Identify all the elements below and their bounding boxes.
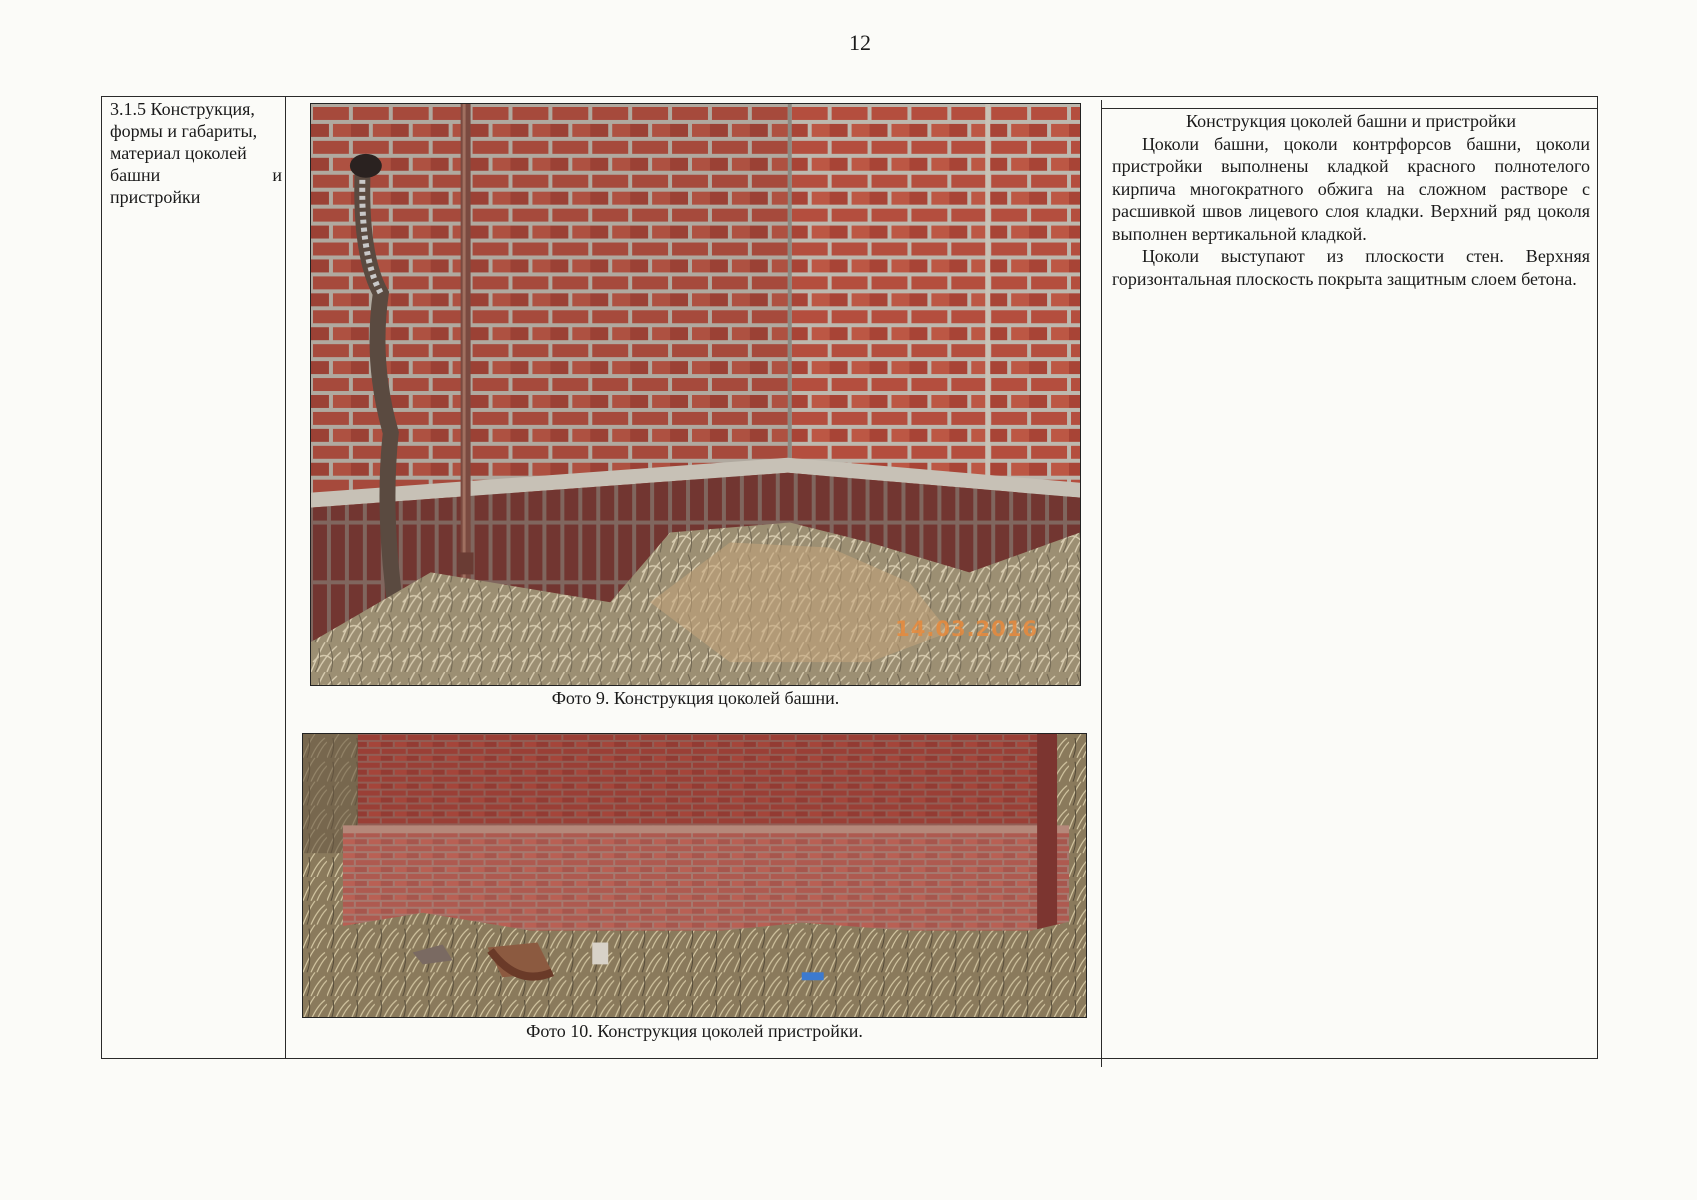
- photo-tower-plinth-image: [311, 104, 1080, 685]
- section-label-line: формы и габариты,: [110, 121, 258, 141]
- photo-10-caption: Фото 10. Конструкция цоколей пристройки.: [526, 1021, 863, 1041]
- photo-annex-plinth: [302, 733, 1087, 1018]
- description-heading: Конструкция цоколей башни и пристройки: [1186, 111, 1516, 131]
- description-paragraph: Цоколи башни, цоколи контрфорсов башни, цоколи пристройки выполнены кладкой красного полнотелого кирпича многократного обжига на сложном растворе с расшивкой швов лицевого слоя кладки. Верхний ряд цоколя выполнен вертикальной кладкой.: [1112, 133, 1590, 244]
- page-number: 12: [849, 30, 871, 55]
- column-divider-right: [1101, 100, 1102, 1067]
- photo-9-caption: Фото 9. Конструкция цоколей башни.: [551, 688, 840, 708]
- section-label-line: пристройки: [110, 187, 201, 207]
- section-label-word: башни: [110, 165, 161, 185]
- section-label-line: материал цоколей: [110, 143, 247, 163]
- description-cell: [1112, 110, 1590, 290]
- section-label: [110, 98, 282, 208]
- photo-tower-plinth: [310, 103, 1081, 686]
- column-divider-left: [285, 96, 286, 1059]
- description-paragraph: Цоколи выступают из плоскости стен. Верхняя горизонтальная плоскость покрыта защитным слоем бетона.: [1112, 246, 1590, 289]
- section-label-line: 3.1.5 Конструкция,: [110, 99, 255, 119]
- photo-date-stamp: 14.03.2016: [895, 617, 1038, 641]
- section-label-word: и: [272, 165, 282, 185]
- description-cell-top-border: [1101, 108, 1598, 109]
- section-label-line: [110, 164, 282, 186]
- photo-annex-plinth-image: [303, 734, 1086, 1017]
